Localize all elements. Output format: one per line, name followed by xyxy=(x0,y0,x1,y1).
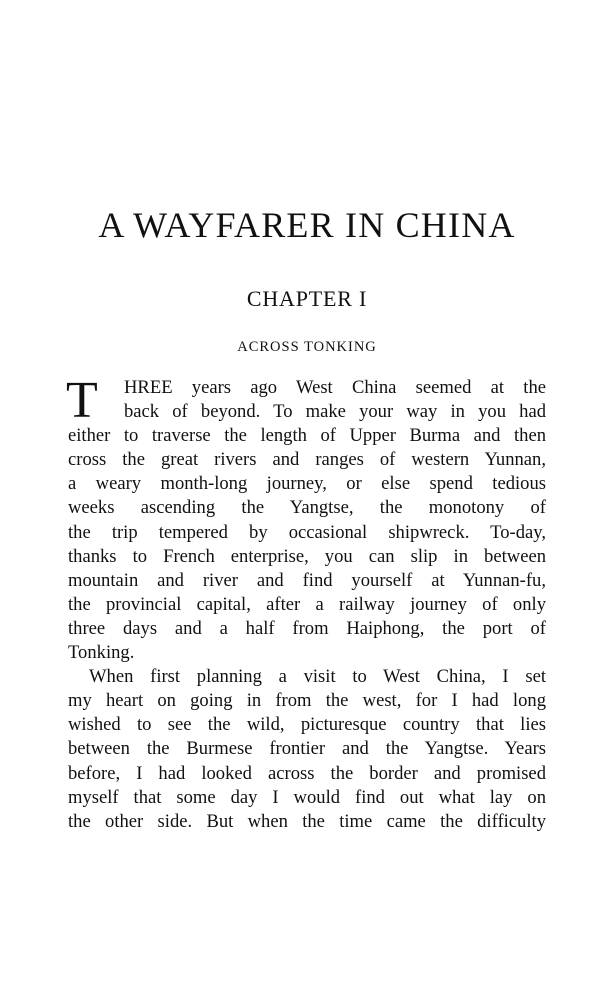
body-text xyxy=(66,372,546,834)
text-line: mountain and river and find yourself at Yunnan-fu, xyxy=(68,569,546,591)
text-line: thanks to French enterprise, you can slip in between xyxy=(68,545,546,567)
text-line: weeks ascending the Yangtse, the monotony of xyxy=(68,497,546,519)
text-line: either to traverse the length of Upper Burma and then xyxy=(68,425,546,447)
text-line: cross the great rivers and ranges of western Yunnan, xyxy=(68,449,546,471)
drop-cap: T xyxy=(66,372,98,429)
text-line: the provincial capital, after a railway journey of only xyxy=(68,593,546,615)
text-line: before, I had looked across the border and promised xyxy=(68,762,546,784)
section-title: ACROSS TONKING xyxy=(237,339,377,355)
text-line: my heart on going in from the west, for I had long xyxy=(68,690,546,712)
book-title: A WAYFARER IN CHINA xyxy=(98,205,516,245)
text-line: HREE years ago West China seemed at the xyxy=(124,377,546,398)
chapter-title: CHAPTER I xyxy=(246,286,368,311)
text-line: myself that some day I would find out what lay on xyxy=(68,786,546,808)
text-line: three days and a half from Haiphong, the port of xyxy=(68,617,546,639)
text-line: Tonking. xyxy=(68,642,135,664)
text-line: the trip tempered by occasional shipwreck. To-day, xyxy=(68,521,546,543)
text-line: a weary month-long journey, or else spend tedious xyxy=(68,473,546,495)
text-line: the other side. But when the time came the difficulty xyxy=(68,810,546,832)
text-line: between the Burmese frontier and the Yangtse. Years xyxy=(68,738,546,760)
text-line: back of beyond. To make your way in you had xyxy=(124,401,546,423)
text-line: wished to see the wild, picturesque country that lies xyxy=(68,714,546,736)
text-line: When first planning a visit to West China, I set xyxy=(89,666,546,688)
